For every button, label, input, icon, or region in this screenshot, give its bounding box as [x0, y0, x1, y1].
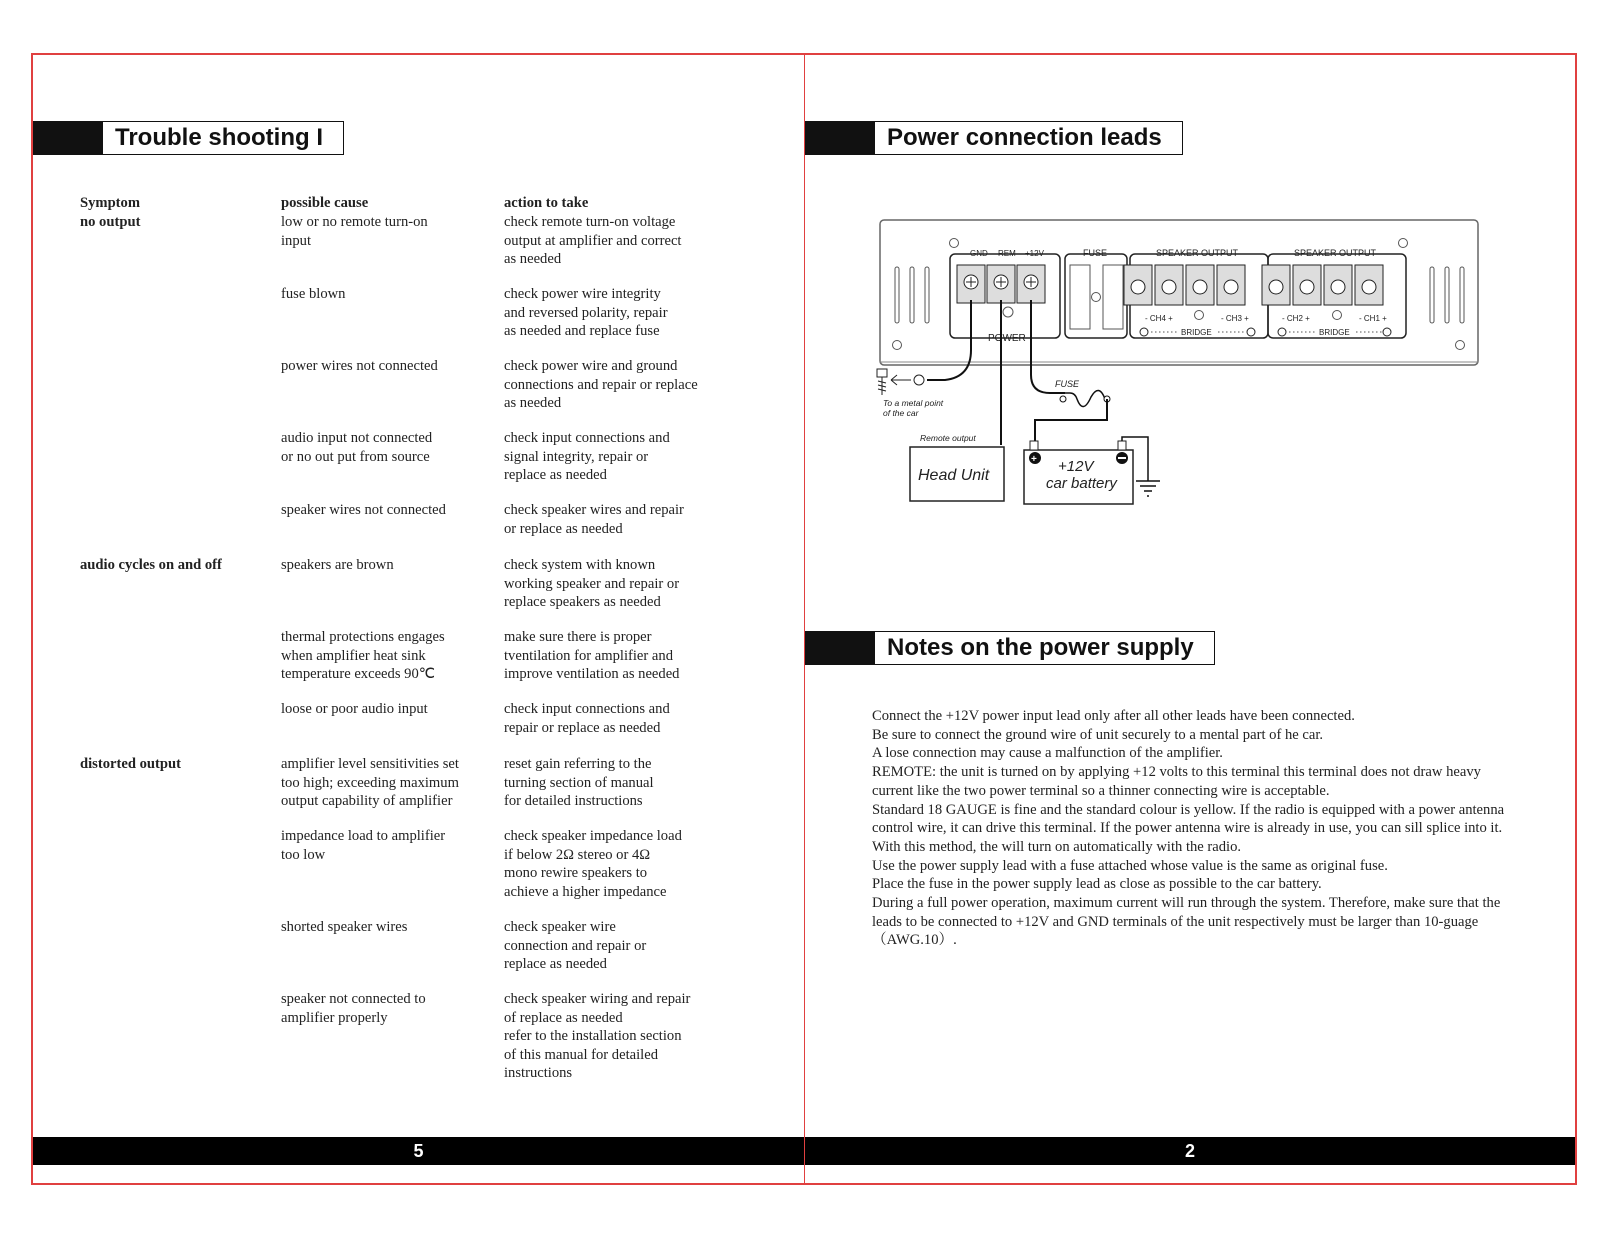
ch4-label: - CH4 +: [1145, 314, 1173, 323]
right-page: [804, 53, 1577, 1185]
action-cell: check speaker wire connection and repair or replace as needed: [504, 919, 647, 973]
note-paragraph: Standard 18 GAUGE is fine and the standard colour is yellow. If the radio is equipped with a power antenna control wire, it can drive this terminal. If the power antenna wire is already in use, you can sill splice into it. With this method, the will turn on automatically with the radio.: [872, 801, 1505, 855]
cause-cell: loose or poor audio input: [281, 701, 428, 717]
fuse-block-label: FUSE: [1083, 248, 1108, 258]
bridge-label-1: BRIDGE: [1181, 328, 1212, 337]
battery-name-label: car battery: [1046, 475, 1117, 492]
heading-bar: [805, 121, 875, 155]
cause-cell: audio input not connected or no out put from source: [281, 430, 433, 465]
cause-cell: thermal protections engages when amplifier heat sink temperature exceeds 90℃: [281, 629, 445, 683]
symptom-no-output: no output: [80, 214, 141, 230]
note-paragraph: Use the power supply lead with a fuse attached whose value is the same as original fuse.: [872, 857, 1388, 874]
right-vent-slots: [1430, 267, 1464, 323]
left-vent-slots: [895, 267, 929, 323]
v12-label: +12V: [1025, 249, 1044, 258]
mounting-hole: [1456, 341, 1465, 350]
cause-cell: fuse blown: [281, 286, 346, 302]
note-paragraph: REMOTE: the unit is turned on by applying +12 volts to this terminal this terminal does not draw heavy current like the two power terminal so a thinner connecting wire is acceptable.: [872, 764, 1481, 799]
cause-cell: low or no remote turn-on input: [281, 214, 428, 249]
power-supply-notes: [872, 707, 1522, 950]
cause-cell: speakers are brown: [281, 557, 394, 573]
power-connection-title: Power connection leads: [875, 121, 1183, 155]
left-page: [31, 53, 805, 1185]
action-cell: check input connections and repair or replace as needed: [504, 701, 670, 736]
mounting-hole: [893, 341, 902, 350]
fuse-block: [1065, 254, 1127, 338]
note-paragraph: During a full power operation, maximum current will run through the system. Therefore, make sure that the leads to be connected to +12V and GND terminals of the unit respectively must be larger than 10-guage（AWG.10）.: [872, 895, 1501, 949]
action-cell: check power wire and ground connections and repair or replace as needed: [504, 358, 698, 412]
svg-text:+: +: [1031, 454, 1037, 465]
page-number: 2: [1184, 1140, 1195, 1161]
rem-label: REM: [998, 249, 1016, 258]
mounting-hole: [1399, 239, 1408, 248]
right-page-footer: [805, 1137, 1575, 1165]
note-paragraph: A lose connection may cause a malfunction of the amplifier.: [872, 745, 1223, 762]
battery-voltage-label: +12V: [1058, 458, 1094, 475]
bridge-label-2: BRIDGE: [1319, 328, 1350, 337]
action-cell: check speaker wires and repair or replace as needed: [504, 502, 684, 537]
action-cell: check system with known working speaker and repair or replace speakers as needed: [504, 557, 680, 611]
gnd-label: GND: [970, 249, 988, 258]
page-number: 5: [413, 1140, 424, 1161]
left-page-footer: [33, 1137, 804, 1165]
ground-wire: [927, 300, 971, 380]
ch1-label: - CH1 +: [1359, 314, 1387, 323]
cause-cell: power wires not connected: [281, 358, 438, 374]
speaker-output-label-2: SPEAKER OUTPUT: [1294, 248, 1377, 258]
ground-symbol-icon: [1136, 481, 1160, 496]
remote-output-label: Remote output: [920, 433, 976, 443]
note-paragraph: Connect the +12V power input lead only after all other leads have been connected.: [872, 708, 1355, 724]
cause-cell: speaker wires not connected: [281, 502, 446, 518]
symptom-column-header: Symptom: [80, 195, 140, 211]
action-cell: check input connections and signal integrity, repair or replace as needed: [504, 430, 670, 484]
action-cell: check power wire integrity and reversed polarity, repair as needed and replace fuse: [504, 286, 668, 340]
symptom-distorted-output: distorted output: [80, 756, 181, 772]
troubleshooting-title: Trouble shooting I: [103, 121, 344, 155]
inline-fuse-icon: [1065, 390, 1105, 406]
metal-point-label: To a metal point: [883, 398, 944, 408]
cause-cell: shorted speaker wires: [281, 919, 408, 935]
cause-cell: speaker not connected to amplifier properly: [281, 991, 426, 1026]
mounting-hole: [950, 239, 959, 248]
power-wiring-diagram: [865, 215, 1485, 515]
note-paragraph: Place the fuse in the power supply lead as close as possible to the car battery.: [872, 876, 1322, 893]
action-cell: make sure there is proper tventilation for amplifier and improve ventilation as needed: [504, 629, 680, 683]
power-supply-notes-heading: [805, 631, 1215, 665]
power-supply-notes-title: Notes on the power supply: [875, 631, 1215, 665]
ground-bolt-icon: [877, 369, 924, 395]
ch3-label: - CH3 +: [1221, 314, 1249, 323]
heading-bar: [33, 121, 103, 155]
action-cell: check speaker wiring and repair of replace as needed refer to the installation section of this manual for detailed instructions: [504, 991, 691, 1082]
head-unit-label: Head Unit: [918, 467, 990, 484]
action-cell: check speaker impedance load if below 2Ω stereo or 4Ω mono rewire speakers to achieve a higher impedance: [504, 828, 682, 900]
action-column-header: action to take: [504, 195, 589, 211]
inline-fuse-label: FUSE: [1055, 379, 1080, 389]
note-paragraph: Be sure to connect the ground wire of unit securely to a mental part of he car.: [872, 726, 1324, 743]
action-cell: reset gain referring to the turning section of manual for detailed instructions: [504, 756, 654, 810]
heading-bar: [805, 631, 875, 665]
cause-column-header: possible cause: [281, 195, 369, 211]
ch2-label: - CH2 +: [1282, 314, 1310, 323]
metal-point-label-line2: of the car: [883, 408, 919, 418]
speaker-output-label-1: SPEAKER OUTPUT: [1156, 248, 1239, 258]
cause-cell: impedance load to amplifier too low: [281, 828, 446, 863]
power-connection-heading: [805, 121, 1183, 155]
power-label: POWER: [988, 333, 1026, 344]
power-screw-terminals: [957, 265, 1045, 303]
cause-cell: amplifier level sensitivities set too high; exceeding maximum output capability of amplifier: [281, 756, 459, 810]
troubleshooting-heading: [33, 121, 344, 155]
action-cell: check remote turn-on voltage output at amplifier and correct as needed: [504, 214, 682, 268]
symptom-audio-cycles: audio cycles on and off: [80, 557, 222, 573]
speaker-screw-terminals: [1124, 265, 1383, 305]
